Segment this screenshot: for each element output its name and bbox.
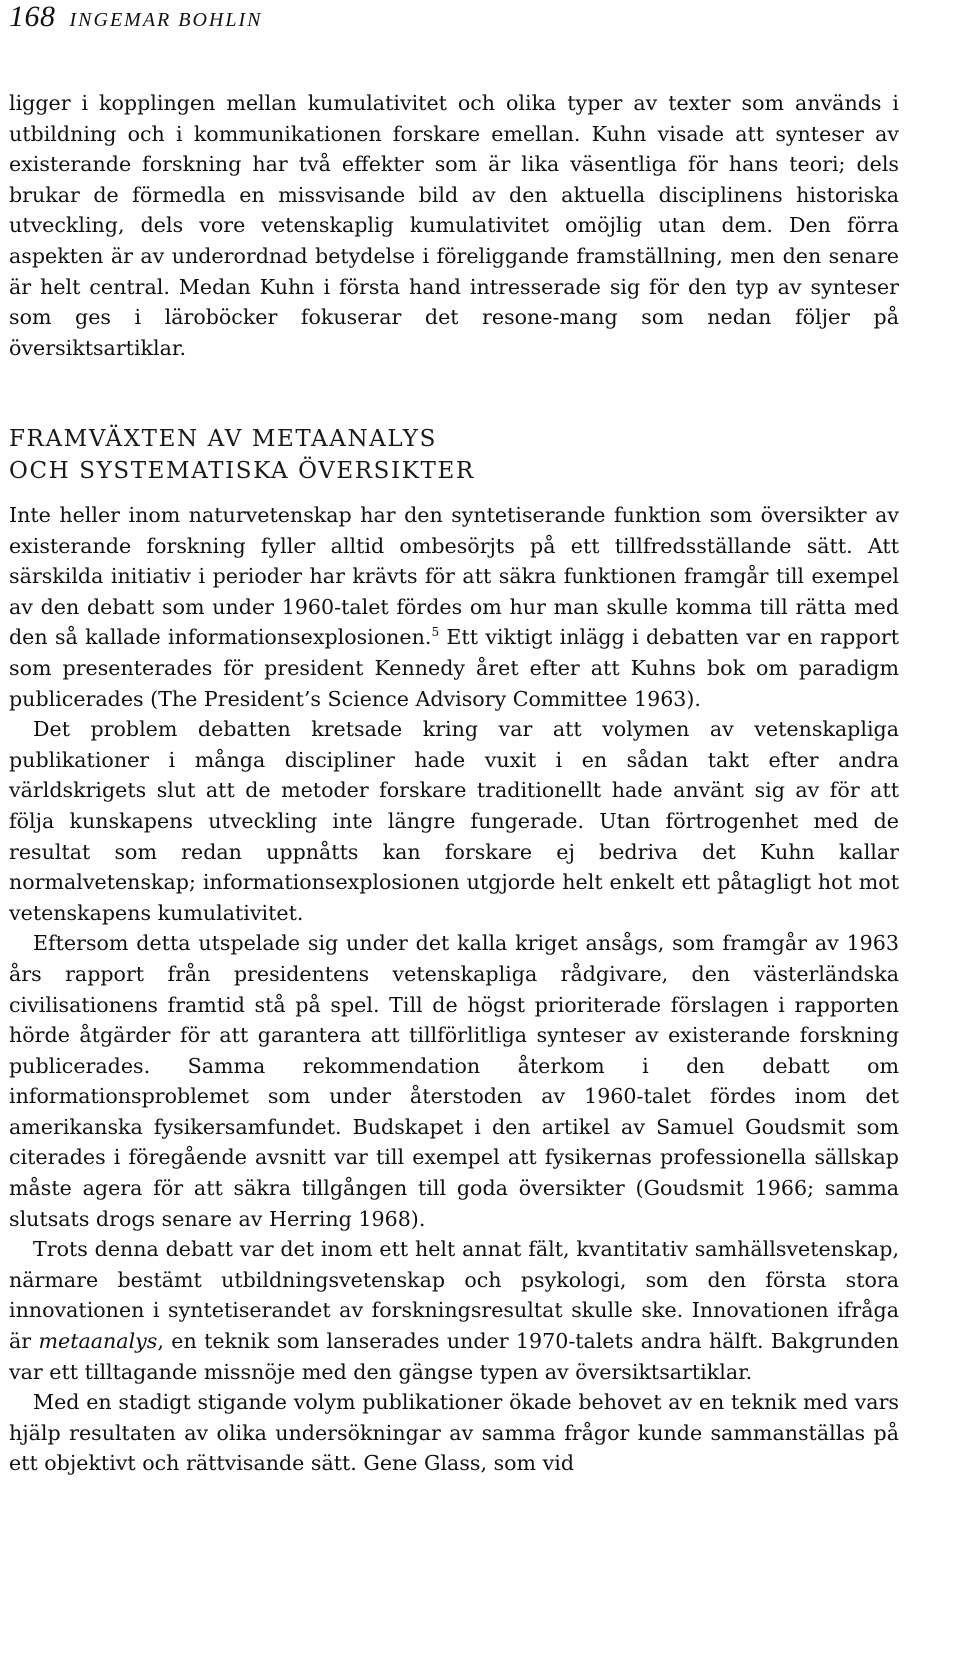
running-head	[9, 0, 262, 40]
paragraph-1	[9, 500, 899, 714]
paragraph-4-text-a: Trots denna debatt var det inom ett helt annat fält, kvantitativ samhällsvetenskap, närmare bestämt utbildningsvetenskap och psykologi, som den första stora innovationen i syntetiserandet av forskningsresultat skulle ske. Innovationen ifråga är	[9, 1237, 899, 1354]
page-number: 168	[9, 0, 56, 33]
paragraph-5: Med en stadigt stigande volym publikationer ökade behovet av en teknik med vars hjälp resultaten av olika undersökningar av samma frågor kunde sammanställas på ett objektivt och rättvisande sätt. Gene Glass, som vid	[9, 1390, 899, 1476]
intro-text-block	[9, 88, 899, 363]
paragraph-4	[9, 1234, 899, 1387]
paragraph-1-text-b: Ett viktigt inlägg i debatten var en rapport som presenterades för president Kennedy året efter att Kuhns bok om paradigm publicerades (The President’s Science Advisory Committee 1963).	[9, 625, 900, 711]
term-metaanalys: metaanalys	[38, 1329, 158, 1354]
section-heading-line-1: FRAMVÄXTEN AV METAANALYS	[9, 426, 437, 452]
paragraph-2: Det problem debatten kretsade kring var att volymen av vetenskapliga publikationer i många discipliner hade vuxit i en sådan takt efter andra världskrigets slut att de metoder forskare traditionellt hade använt sig av för att följa kunskapens utveckling inte längre fungerade. Utan förtrogenhet med de resultat som redan uppnåtts kan forskare ej bedriva det Kuhn kallar normalvetenskap; informationsexplosionen utgjorde helt enkelt ett påtagligt hot mot vetenskapens kumulativitet.	[9, 717, 899, 925]
footnote-reference-5: 5	[431, 625, 440, 640]
paragraph-4-text-b: , en teknik som lanserades under 1970-talets andra hälft. Bakgrunden var ett tilltagande missnöje med den gängse typen av översiktsartiklar.	[9, 1329, 899, 1384]
running-head-author: INGEMAR BOHLIN	[69, 9, 263, 31]
paragraph-3: Eftersom detta utspelade sig under det kalla kriget ansågs, som framgår av 1963 års rapport från presidentens vetenskapliga rådgivare, den västerländska civilisationens framtid stå på spel. Till de högst prioriterade förslagen i rapporten hörde åtgärder för att garantera att tillförlitliga synteser av existerande forskning publicerades. Samma rekommendation återkom i den debatt om informationsproblemet som under återstoden av 1960-talet fördes inom det amerikanska fysikersamfundet. Budskapet i den artikel av Samuel Goudsmit som citerades i föregående avsnitt var till exempel att fysikernas professionella sällskap måste agera för att säkra tillgången till goda översikter (Goudsmit 1966; samma slutsats drogs senare av Herring 1968).	[9, 931, 899, 1231]
paragraph-1-text-a: Inte heller inom naturvetenskap har den syntetiserande funktion som översikter av existerande forskning fyller alltid ombesörjts på ett tillfredsställande sätt. Att särskilda initiativ i perioder har krävts för att säkra funktionen framgår till exempel av den debatt som under 1960-talet fördes om hur man skulle komma till rätta med den så kallade informationsexplosionen.	[9, 503, 899, 650]
section-body	[9, 500, 899, 1479]
section-heading-line-2: OCH SYSTEMATISKA ÖVERSIKTER	[9, 458, 475, 484]
intro-paragraph: ligger i kopplingen mellan kumulativitet och olika typer av texter som används i utbildning och i kommunikationen forskare emellan. Kuhn visade att synteser av existerande forskning har två effekter som är lika väsentliga för hans teori; dels brukar de förmedla en missvisande bild av den aktuella disciplinens historiska utveckling, dels vore vetenskaplig kumulativitet omöjlig utan dem. Den förra aspekten är av underordnad betydelse i föreliggande framställning, men den senare är helt central. Medan Kuhn i första hand intresserade sig för den typ av synteser som ges i läroböcker fokuserar det resone-mang som nedan följer på översiktsartiklar.	[9, 91, 899, 360]
section-heading	[9, 423, 899, 487]
